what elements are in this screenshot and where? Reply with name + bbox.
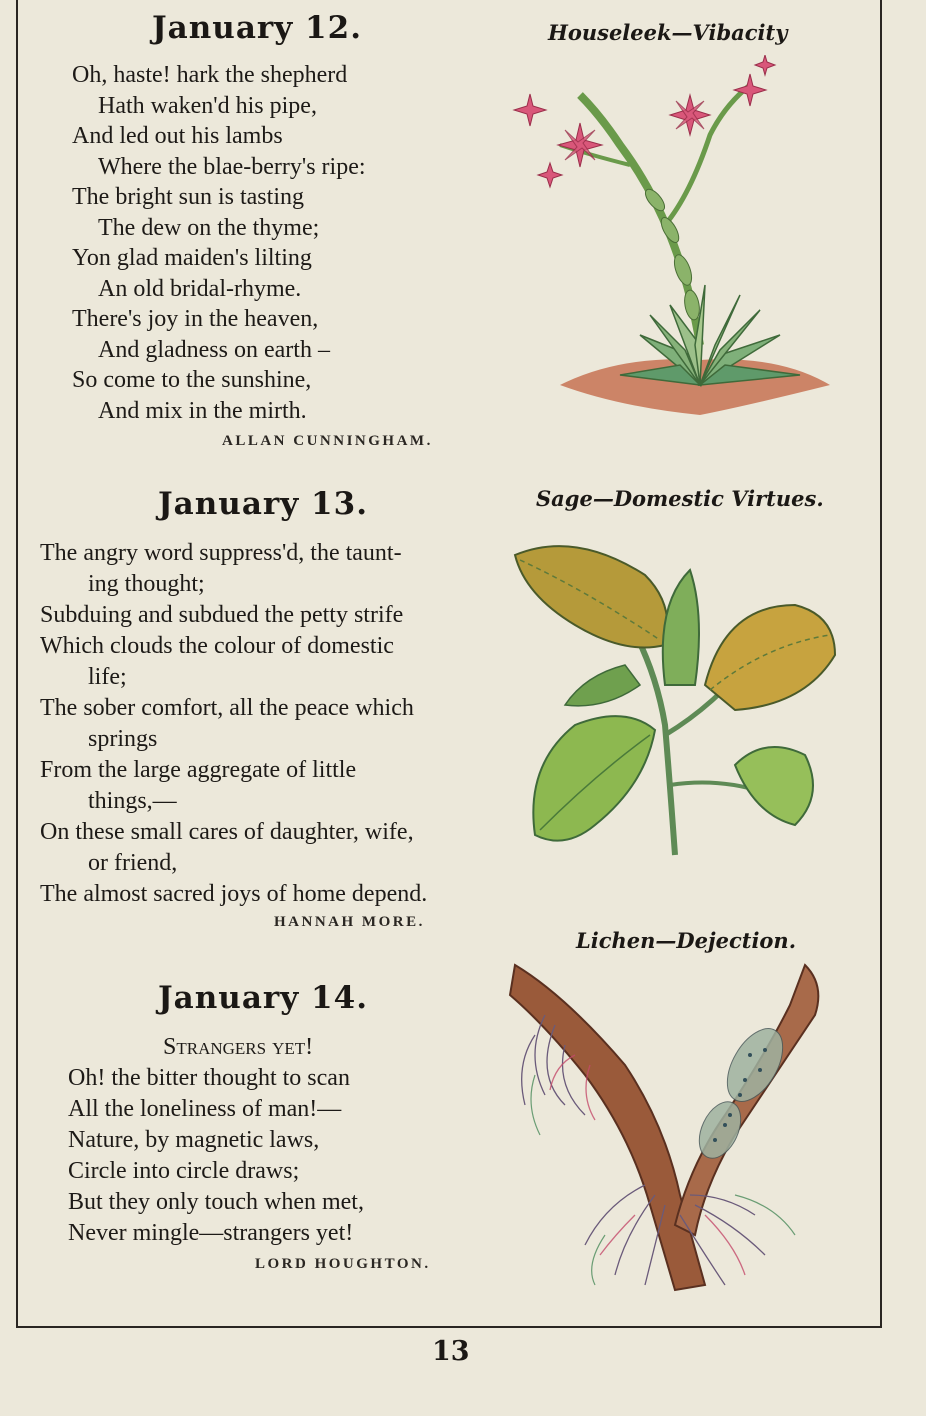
poem-line: Yon glad maiden's lilting [72, 245, 312, 271]
poem-line: From the large aggregate of little [40, 757, 357, 783]
author-hannah-more: HANNAH MORE. [274, 914, 425, 930]
poem-line: Oh, haste! hark the shepherd [72, 62, 348, 88]
poem-line: The sober comfort, all the peace which [40, 695, 414, 721]
page-number: 13 [432, 1336, 470, 1367]
sage-illustration [505, 535, 845, 865]
poem-jan-12 [72, 60, 366, 426]
poem-line: Nature, by magnetic laws, [68, 1127, 320, 1153]
poem-line: Oh! the bitter thought to scan [68, 1065, 350, 1091]
poem-line: The dew on the thyme; [98, 214, 320, 241]
poem-line: There's joy in the heaven, [72, 306, 319, 332]
poem-line: or friend, [88, 850, 178, 876]
poem-line: And gladness on earth – [98, 336, 330, 363]
poem-line: ing thought; [88, 571, 205, 597]
poem-line: life; [88, 664, 127, 690]
poem-line: Which clouds the colour of domestic [40, 633, 394, 659]
poem-line: The bright sun is tasting [72, 184, 304, 210]
poem-line: The almost sacred joys of home depend. [40, 881, 428, 907]
lichen-illustration [505, 955, 850, 1300]
plant-caption-houseleek: Houseleek—Vibacity [548, 20, 788, 45]
poem-line: things,— [88, 788, 177, 814]
poem-line: And mix in the mirth. [98, 397, 307, 424]
plant-caption-lichen: Lichen—Dejection. [576, 928, 797, 953]
poem-line: springs [88, 726, 158, 752]
author-allan-cunningham: ALLAN CUNNINGHAM. [222, 433, 433, 449]
entry-title-jan-12: January 12. [152, 10, 362, 46]
poem-line: So come to the sunshine, [72, 367, 312, 393]
poem-line: On these small cares of daughter, wife, [40, 819, 414, 845]
poem-line: An old bridal-rhyme. [98, 275, 302, 302]
entry-title-jan-14: January 14. [158, 980, 368, 1016]
houseleek-illustration [500, 55, 840, 420]
poem-line: The angry word suppress'd, the taunt- [40, 540, 402, 566]
poem-line: Never mingle—strangers yet! [68, 1220, 354, 1246]
entry-title-jan-13: January 13. [158, 486, 368, 522]
poem-line: And led out his lambs [72, 123, 283, 149]
author-lord-houghton: LORD HOUGHTON. [255, 1256, 431, 1272]
poem-line: Strangers yet! [163, 1034, 314, 1060]
poem-line: Hath waken'd his pipe, [98, 92, 317, 119]
plant-caption-sage: Sage—Domestic Virtues. [536, 486, 824, 511]
poem-jan-13 [40, 538, 427, 910]
poem-line: Subduing and subdued the petty strife [40, 602, 404, 628]
poem-jan-14 [68, 1032, 364, 1249]
poem-line: Where the blae-berry's ripe: [98, 153, 366, 180]
poem-line: All the loneliness of man!— [68, 1096, 342, 1122]
poem-line: But they only touch when met, [68, 1189, 364, 1215]
poem-line: Circle into circle draws; [68, 1158, 300, 1184]
